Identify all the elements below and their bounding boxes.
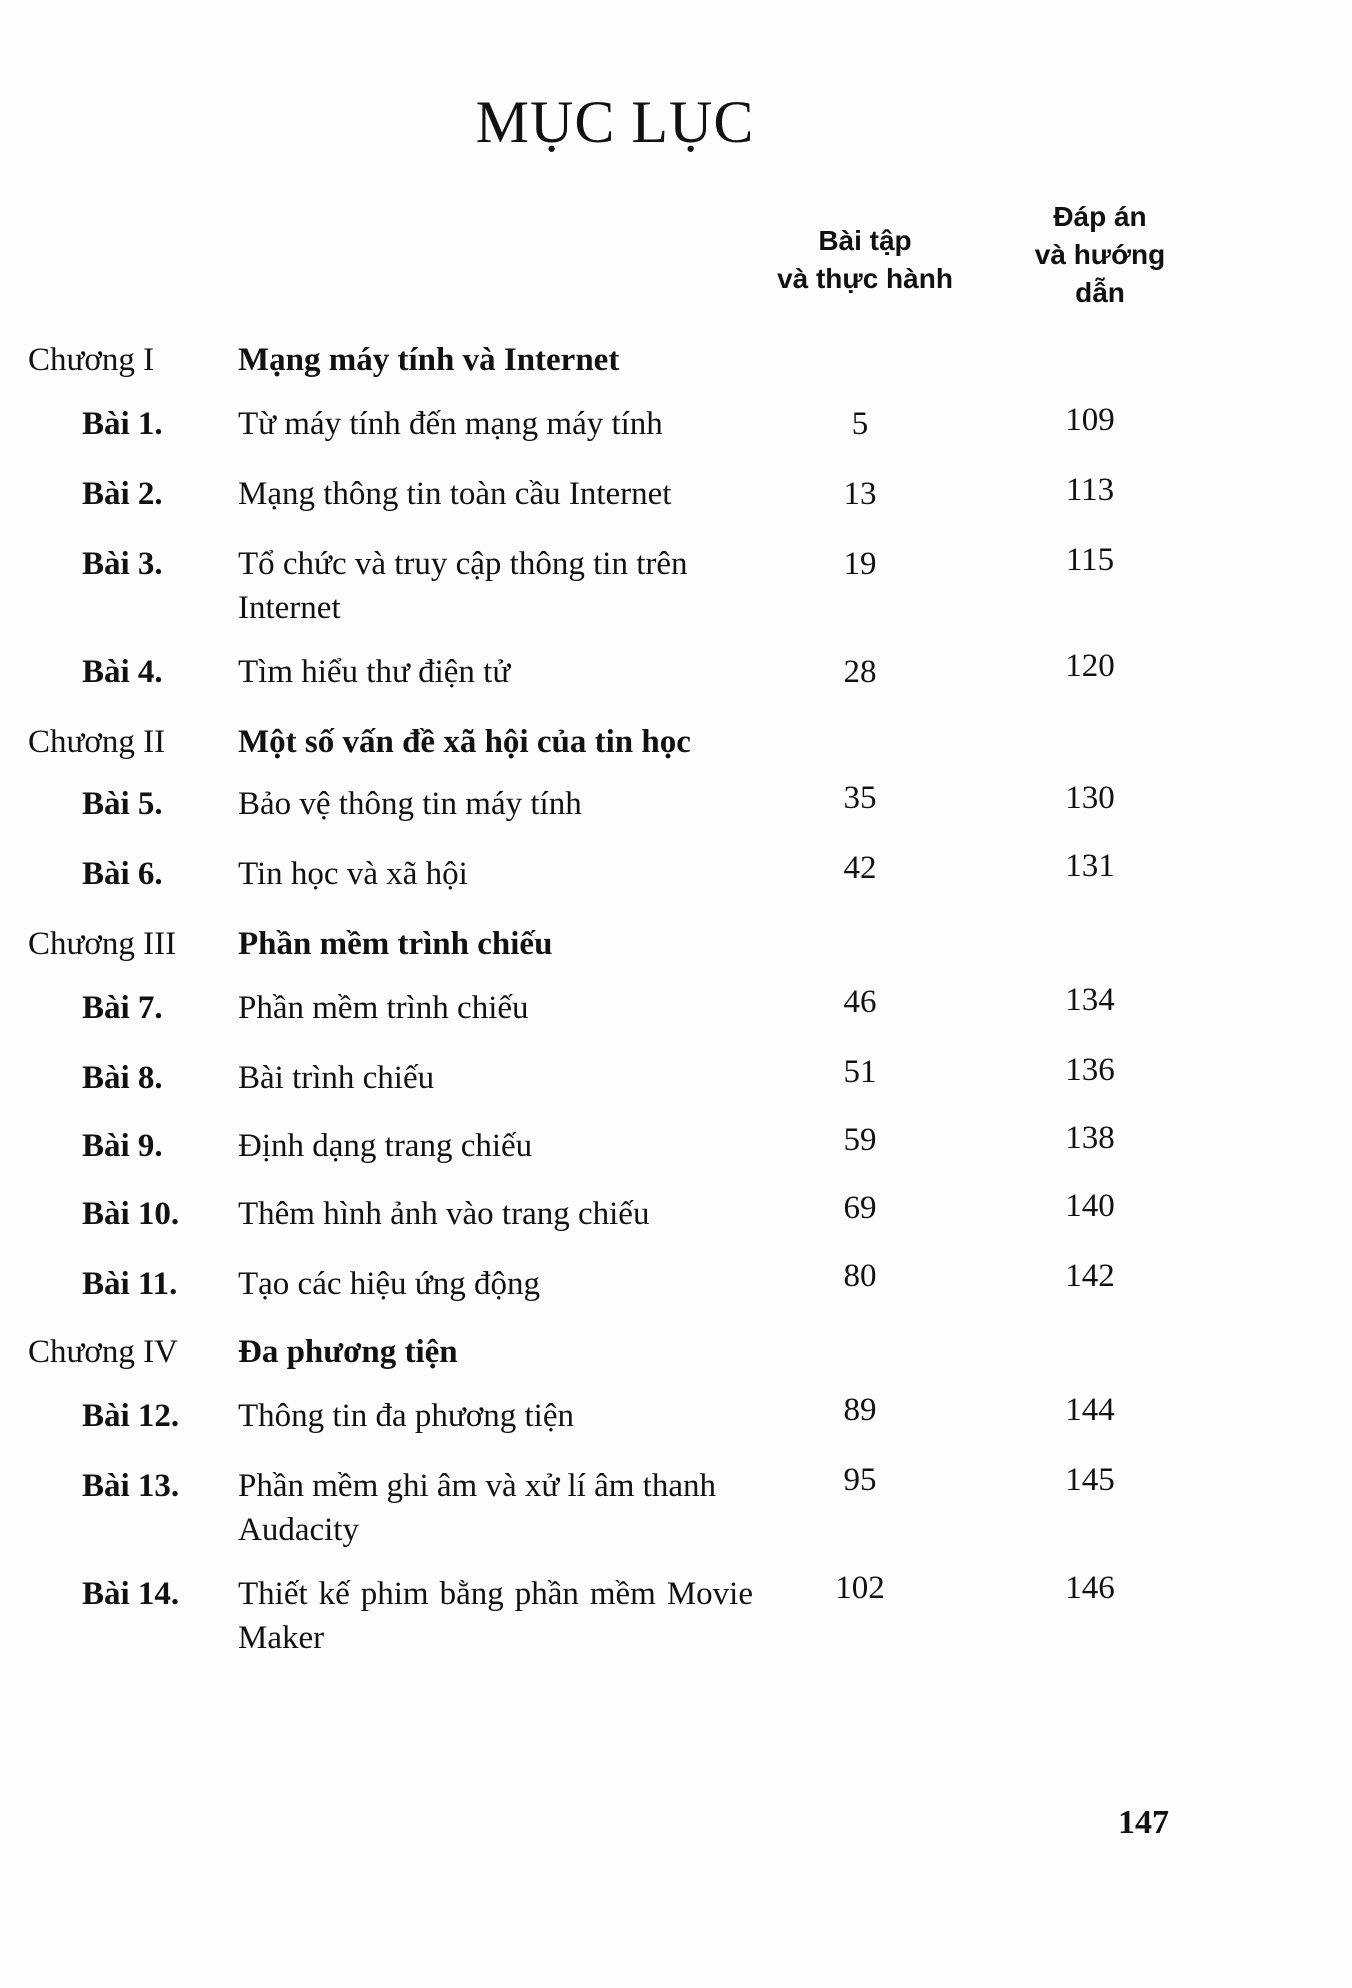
- answer-page: 146: [1065, 1570, 1115, 1606]
- lesson-label: Bài 6.: [82, 856, 163, 892]
- exercise-page: 89: [843, 1392, 877, 1428]
- chapter-label: Chương II: [28, 724, 166, 760]
- answer-page: 140: [1065, 1188, 1115, 1224]
- exercise-page: 19: [843, 546, 877, 582]
- lesson-title: Phần mềm ghi âm và xử lí âm thanh Audacity: [238, 1468, 716, 1548]
- exercise-page: 95: [843, 1462, 877, 1498]
- lesson-label: Bài 1.: [82, 406, 163, 442]
- lesson-label: Bài 7.: [82, 990, 163, 1026]
- lesson-title: Tạo các hiệu ứng động: [238, 1266, 540, 1302]
- exercise-page: 13: [843, 476, 877, 512]
- lesson-label: Bài 4.: [82, 654, 163, 690]
- exercise-page: 102: [835, 1570, 885, 1606]
- page-number: 147: [1118, 1804, 1169, 1841]
- column-header-exercises-line: và thực hành: [777, 263, 953, 294]
- exercise-page: 69: [843, 1190, 877, 1226]
- answer-page: 138: [1065, 1120, 1115, 1156]
- lesson-title: Thiết kế phim bằng phần mềm Movie Maker: [238, 1576, 753, 1656]
- exercise-page: 42: [843, 850, 877, 886]
- lesson-label: Bài 12.: [82, 1398, 180, 1434]
- lesson-title: Thông tin đa phương tiện: [238, 1398, 574, 1434]
- lesson-label: Bài 5.: [82, 786, 163, 822]
- answer-page: 144: [1065, 1392, 1115, 1428]
- chapter-title: Phần mềm trình chiếu: [238, 926, 553, 962]
- answer-page: 145: [1065, 1462, 1115, 1498]
- chapter-label: Chương III: [28, 926, 177, 962]
- lesson-title: Tổ chức và truy cập thông tin trên Internet: [238, 546, 688, 626]
- lesson-label: Bài 8.: [82, 1060, 163, 1096]
- chapter-label: Chương IV: [28, 1334, 178, 1370]
- lesson-title: Tìm hiểu thư điện tử: [238, 654, 511, 690]
- exercise-page: 59: [843, 1122, 877, 1158]
- column-header-answers-line: Đáp án: [1053, 201, 1147, 232]
- lesson-label: Bài 13.: [82, 1468, 180, 1504]
- answer-page: 142: [1065, 1258, 1115, 1294]
- answer-page: 120: [1065, 648, 1115, 684]
- lesson-title: Định dạng trang chiếu: [238, 1128, 533, 1164]
- lesson-title: Mạng thông tin toàn cầu Internet: [238, 476, 672, 512]
- answer-page: 115: [1065, 542, 1115, 578]
- chapter-label: Chương I: [28, 342, 155, 378]
- column-header-exercises: [760, 222, 970, 298]
- lesson-title: Tin học và xã hội: [238, 856, 468, 892]
- lesson-label: Bài 14.: [82, 1576, 180, 1612]
- column-header-exercises-line: Bài tập: [818, 225, 912, 256]
- exercise-page: 46: [843, 984, 877, 1020]
- lesson-label: Bài 2.: [82, 476, 163, 512]
- answer-page: 134: [1065, 982, 1115, 1018]
- exercise-page: 80: [843, 1258, 877, 1294]
- lesson-title: Thêm hình ảnh vào trang chiếu: [238, 1196, 650, 1232]
- column-header-answers-line: dẫn: [1075, 277, 1125, 308]
- answer-page: 113: [1065, 472, 1115, 508]
- chapter-title: Đa phương tiện: [238, 1334, 458, 1370]
- column-header-answers-line: và hướng: [1034, 239, 1166, 270]
- lesson-label: Bài 3.: [82, 546, 163, 582]
- chapter-title: Mạng máy tính và Internet: [238, 342, 620, 378]
- exercise-page: 35: [843, 780, 877, 816]
- answer-page: 109: [1065, 402, 1115, 438]
- lesson-title: Phần mềm trình chiếu: [238, 990, 529, 1026]
- lesson-title: Từ máy tính đến mạng máy tính: [238, 406, 663, 442]
- exercise-page: 51: [843, 1054, 877, 1090]
- answer-page: 131: [1065, 848, 1115, 884]
- lesson-title: Bảo vệ thông tin máy tính: [238, 786, 582, 822]
- lesson-label: Bài 10.: [82, 1196, 180, 1232]
- lesson-label: Bài 9.: [82, 1128, 163, 1164]
- answer-page: 130: [1065, 780, 1115, 816]
- lesson-label: Bài 11.: [82, 1266, 178, 1302]
- page-title: MỤC LỤC: [475, 89, 755, 155]
- answer-page: 136: [1065, 1052, 1115, 1088]
- chapter-title: Một số vấn đề xã hội của tin học: [238, 724, 691, 760]
- lesson-title: Bài trình chiếu: [238, 1060, 435, 1096]
- exercise-page: 5: [851, 406, 869, 442]
- exercise-page: 28: [843, 654, 877, 690]
- column-header-answers: [1000, 198, 1200, 312]
